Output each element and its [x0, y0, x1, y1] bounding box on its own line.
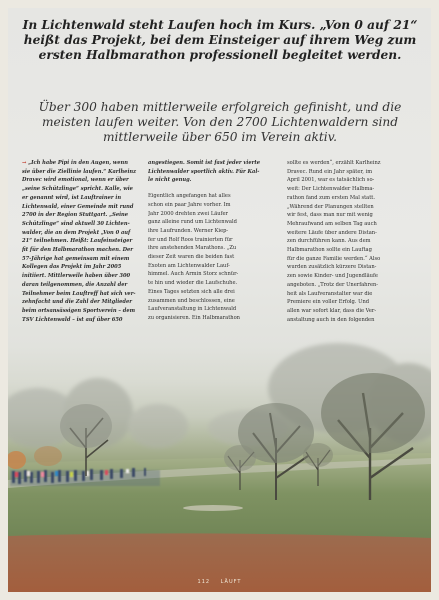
body-line: te hin und wieder die Laufschuhe.: [148, 280, 238, 287]
body-line: walder, die an dem Projekt „Von 0 auf: [22, 229, 131, 236]
body-line: weitere Läufe über andere Distan-: [287, 229, 377, 236]
body-line: Premiere ein voller Erfolg. Und: [287, 299, 370, 306]
body-line: 2700 in der Region Stuttgart. „Seine: [22, 212, 129, 219]
body-line: Exoten am Lichtenwalder Lauf-: [148, 262, 230, 269]
body-line: anstaltung auch in den folgenden: [287, 316, 375, 323]
headline-line: ersten Halbmarathon professionell begleitet werden.: [38, 48, 402, 62]
body-line: himmel. Auch Armin Storz schnür-: [148, 271, 239, 278]
body-line: rathon fand zum ersten Mal statt.: [287, 194, 376, 201]
body-line: Laufveranstaltung in Lichtenwald: [148, 306, 237, 313]
body-line: Kollegen das Projekt im Jahr 2005: [22, 264, 122, 271]
subtext-line: mittlerweile über 650 im Verein aktiv.: [102, 130, 338, 144]
body-line: le nicht genug.: [148, 177, 192, 184]
body-line: ganz alleine rund um Lichtenwald: [148, 219, 237, 226]
body-line: sollte es werden“, erzählt Karlheinz: [287, 160, 381, 166]
body-line: zehnfacht und die Zahl der Mitglieder: [22, 299, 132, 306]
body-line: fit für den Halbmarathon machen. Der: [22, 247, 134, 254]
hay-pile: [183, 505, 243, 511]
body-line: 57-Jährige hat gemeinsam mit einem: [22, 255, 130, 262]
subtext-line: meisten laufen weiter. Von den 2700 Lichtenwaldern sind: [41, 115, 399, 129]
body-line: allen war sofort klar, dass die Ver-: [287, 307, 377, 314]
body-line: schon ein paar Jahre vorher. Im: [148, 201, 231, 208]
body-line: wir fest, dass man nur mit wenig: [287, 212, 373, 219]
subtext-line: Über 300 haben mittlerweile erfolgreich gefinisht, und die: [38, 100, 402, 114]
body-line: ihre anstehenden Marathons. „Zu: [148, 245, 237, 252]
body-line: 21“ teilnehmen. Heißt: Laufeinsteiger: [22, 238, 133, 245]
body-line: wurden zusätzlich kürzere Distan-: [287, 264, 377, 271]
body-line: zen durchführen kann. Aus dem: [287, 238, 371, 245]
body-line: Jahr 2000 drehten zwei Läufer: [148, 210, 229, 217]
body-line: Teilnehmer beim Lauftreff hat sich ver-: [22, 290, 136, 297]
runners-crowd: [10, 468, 160, 486]
page-number: 112: [197, 579, 211, 585]
body-line: Eines Tages setzten sich alle drei: [148, 288, 235, 295]
body-line: beim ortsansässigen Sportverein – dem: [22, 307, 136, 314]
body-line: Dravec. Rund ein Jahr später, im: [287, 168, 373, 175]
body-line: Schützlinge“ sind aktuell 30 Lichten-: [22, 220, 130, 227]
headline-line: heißt das Projekt, bei dem Einsteiger auf ihrem Weg zum: [23, 33, 417, 47]
arrow-icon: →: [22, 160, 27, 166]
body-line: dieser Zeit waren die beiden fast: [148, 254, 235, 261]
headline-intro: [22, 18, 418, 63]
body-line: fer und Rolf Roos trainierten für: [148, 236, 233, 243]
body-line: daran teilgenommen, die Anzahl der: [22, 281, 128, 288]
body-column-2: [148, 159, 276, 323]
body-line: Halbmarathon sollte ein Lauftag: [287, 247, 372, 254]
body-line: TSV Lichtenwald – ist auf über 650: [22, 316, 123, 323]
body-line: heit als Laufveranstalter war die: [287, 290, 373, 297]
section-label: LÄUFT: [220, 579, 242, 585]
body-line: April 2001, war es tatsächlich so-: [287, 177, 375, 184]
body-line: zen sowie Kinder- und Jugendläufe: [287, 273, 378, 280]
body-line: „seine Schützlinge“ spricht. Kalle, wie: [22, 186, 133, 193]
body-line: zusammen und beschlossen, eine: [148, 297, 235, 304]
body-line: Lichtenwald, einer Gemeinde mit rund: [22, 203, 134, 210]
body-line: angeboten. „Trotz der Unerfahren-: [287, 281, 379, 288]
body-line: zu organisieren. Ein Halbmarathon: [148, 314, 240, 321]
body-line: angestiegen. Somit ist fast jeder vierte: [148, 160, 260, 166]
body-line: Lichtenwalder sportlich aktiv. Für Kal-: [148, 168, 260, 175]
body-line: → „Ich habe Pipi in den Augen, wenn: [22, 160, 128, 166]
body-column-3: [287, 159, 419, 324]
headline-line: In Lichtenwald steht Laufen hoch im Kurs. „Von 0 auf 21“: [22, 18, 418, 32]
body-line: Dravec wird emotional, wenn er über: [22, 177, 129, 184]
body-line: weit: Der Lichtenwalder Halbma-: [287, 186, 375, 193]
body-line: er genannt wird, ist Lauftrainer in: [22, 194, 122, 201]
body-line: Mehraufwand am selben Tag auch: [287, 220, 377, 227]
body-line: ihre Laufrunden. Werner Kiep-: [148, 227, 229, 234]
body-line: „Während der Planungen stellten: [287, 203, 374, 210]
paragraph-gap: [148, 185, 276, 192]
body-line: für die ganze Familie werden.“ Also: [287, 255, 381, 262]
body-line: sie über die Ziellinie laufen.“ Karlheinz: [22, 168, 137, 175]
body-line: initiiert. Mittlerweile haben über 300: [22, 273, 131, 280]
page-footer: [8, 579, 431, 585]
body-line: Eigentlich angefangen hat alles: [148, 193, 231, 200]
headline-subtext: [22, 100, 418, 145]
magazine-page: [8, 8, 431, 592]
body-column-1: [22, 159, 142, 324]
